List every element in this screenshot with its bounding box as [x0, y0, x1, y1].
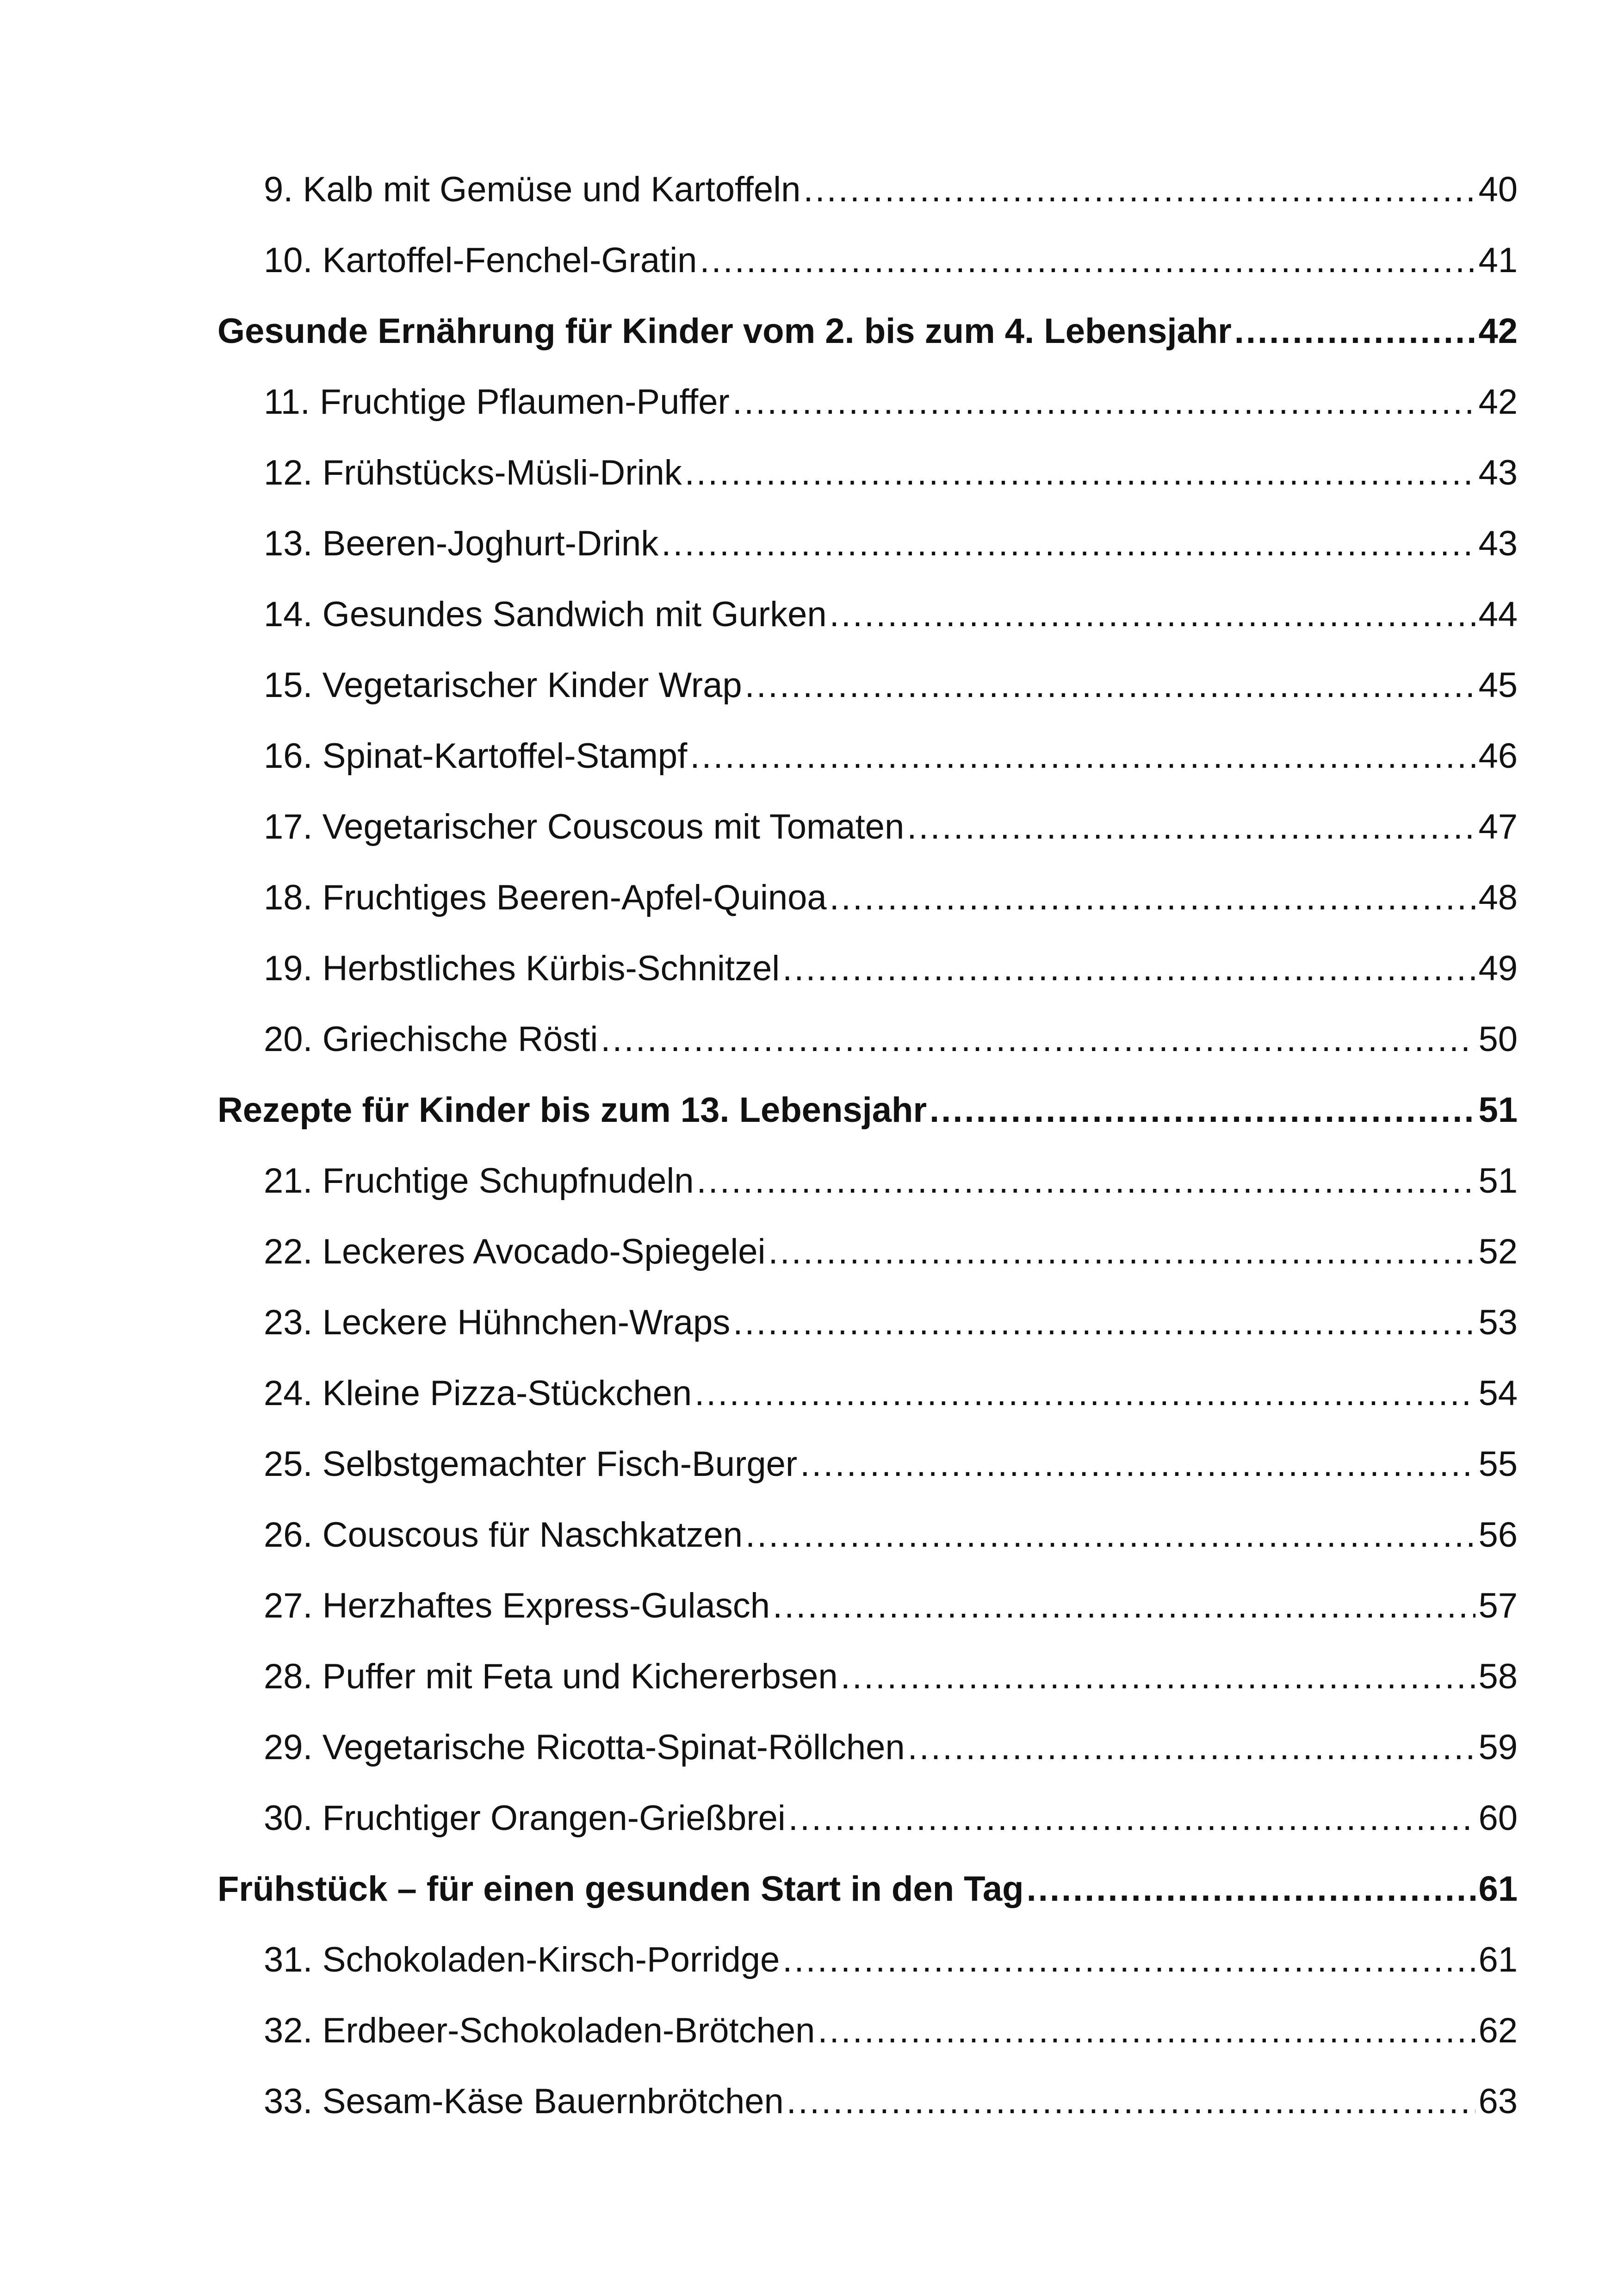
- toc-entry-recipe[interactable]: [264, 2074, 1518, 2129]
- dot-leader: [907, 799, 1475, 855]
- toc-entry-recipe[interactable]: [264, 1295, 1518, 1350]
- toc-entry-recipe[interactable]: [264, 1791, 1518, 1846]
- toc-page-number: 62: [1478, 2011, 1518, 2050]
- toc-entry-section[interactable]: [217, 304, 1518, 359]
- toc-page-number: 43: [1478, 453, 1518, 492]
- dot-leader: [745, 1507, 1475, 1563]
- dot-leader: [800, 1437, 1475, 1492]
- toc-entry-recipe[interactable]: [264, 1224, 1518, 1280]
- toc-page-number: 42: [1478, 311, 1518, 351]
- toc-entry-title: 18. Fruchtiges Beeren-Apfel-Quinoa: [264, 878, 827, 917]
- toc-entry-recipe[interactable]: [264, 728, 1518, 784]
- toc-page-number: 42: [1478, 382, 1518, 422]
- dot-leader: [930, 1083, 1475, 1138]
- toc-entry-recipe[interactable]: [264, 1153, 1518, 1209]
- toc-page-number: 52: [1478, 1232, 1518, 1271]
- dot-leader: [694, 1366, 1475, 1421]
- toc-page-number: 40: [1478, 170, 1518, 209]
- toc-page-number: 61: [1478, 1869, 1518, 1909]
- dot-leader: [830, 587, 1476, 642]
- toc-entry-title: 25. Selbstgemachter Fisch-Burger: [264, 1444, 798, 1484]
- toc-page-number: 57: [1478, 1586, 1518, 1625]
- toc-entry-title: 33. Sesam-Käse Bauernbrötchen: [264, 2082, 784, 2121]
- dot-leader: [1027, 1861, 1476, 1917]
- toc-entry-recipe[interactable]: [264, 1720, 1518, 1775]
- toc-entry-title: 20. Griechische Rösti: [264, 1020, 598, 1059]
- toc-entry-title: 19. Herbstliches Kürbis-Schnitzel: [264, 949, 780, 988]
- toc-entry-recipe[interactable]: [264, 587, 1518, 642]
- toc-page-number: 47: [1478, 807, 1518, 846]
- toc-entry-section[interactable]: [217, 1861, 1518, 1917]
- toc-entry-title: 12. Frühstücks-Müsli-Drink: [264, 453, 682, 492]
- dot-leader: [803, 162, 1475, 218]
- toc-entry-recipe[interactable]: [264, 1578, 1518, 1634]
- toc-entry-recipe[interactable]: [264, 374, 1518, 430]
- toc-page-number: 46: [1478, 736, 1518, 776]
- toc-entry-recipe[interactable]: [264, 516, 1518, 572]
- dot-leader: [782, 941, 1475, 996]
- toc-section-title: Rezepte für Kinder bis zum 13. Lebensjahr: [217, 1090, 927, 1130]
- toc-page-number: 61: [1478, 1940, 1518, 1979]
- toc-section-title: Gesunde Ernährung für Kinder vom 2. bis zum 4. Lebensjahr: [217, 311, 1232, 351]
- toc-entry-title: 32. Erdbeer-Schokoladen-Brötchen: [264, 2011, 815, 2050]
- dot-leader: [1234, 304, 1476, 359]
- toc-entry-recipe[interactable]: [264, 2003, 1518, 2059]
- dot-leader: [830, 870, 1476, 926]
- toc-entry-title: 22. Leckeres Avocado-Spiegelei: [264, 1232, 766, 1271]
- dot-leader: [733, 1295, 1475, 1350]
- toc-entry-title: 31. Schokoladen-Kirsch-Porridge: [264, 1940, 780, 1979]
- toc-entry-recipe[interactable]: [264, 162, 1518, 218]
- toc-entry-recipe[interactable]: [264, 1366, 1518, 1421]
- toc-entry-title: 21. Fruchtige Schupfnudeln: [264, 1161, 694, 1201]
- toc-entry-title: 9. Kalb mit Gemüse und Kartoffeln: [264, 170, 801, 209]
- toc-page-number: 49: [1478, 949, 1518, 988]
- toc-entry-title: 24. Kleine Pizza-Stückchen: [264, 1374, 692, 1413]
- dot-leader: [732, 374, 1476, 430]
- toc-entry-title: 29. Vegetarische Ricotta-Spinat-Röllchen: [264, 1728, 905, 1767]
- toc-entry-recipe[interactable]: [264, 799, 1518, 855]
- dot-leader: [768, 1224, 1475, 1280]
- toc-page-number: 60: [1478, 1798, 1518, 1838]
- toc-entry-section[interactable]: [217, 1083, 1518, 1138]
- toc-page-number: 55: [1478, 1444, 1518, 1484]
- toc-page-number: 44: [1478, 595, 1518, 634]
- toc-page-number: 53: [1478, 1303, 1518, 1342]
- dot-leader: [782, 1932, 1475, 1988]
- toc-page-number: 41: [1478, 241, 1518, 280]
- toc-entry-recipe[interactable]: [264, 445, 1518, 501]
- dot-leader: [601, 1012, 1475, 1067]
- toc-page-number: 63: [1478, 2082, 1518, 2121]
- toc-entry-recipe[interactable]: [264, 1649, 1518, 1705]
- toc-page-number: 51: [1478, 1161, 1518, 1201]
- toc-entry-recipe[interactable]: [264, 233, 1518, 288]
- toc-entry-recipe[interactable]: [264, 1437, 1518, 1492]
- toc-entry-recipe[interactable]: [264, 658, 1518, 713]
- toc-entry-title: 23. Leckere Hühnchen-Wraps: [264, 1303, 731, 1342]
- toc-section-title: Frühstück – für einen gesunden Start in den Tag: [217, 1869, 1024, 1909]
- dot-leader: [788, 1791, 1476, 1846]
- toc-entry-recipe[interactable]: [264, 1507, 1518, 1563]
- toc-entry-recipe[interactable]: [264, 1012, 1518, 1067]
- dot-leader: [841, 1649, 1476, 1705]
- dot-leader: [661, 516, 1475, 572]
- toc-entry-title: 27. Herzhaftes Express-Gulasch: [264, 1586, 770, 1625]
- dot-leader: [908, 1720, 1476, 1775]
- toc-page-number: 48: [1478, 878, 1518, 917]
- dot-leader: [818, 2003, 1475, 2059]
- toc-page-number: 58: [1478, 1657, 1518, 1696]
- toc-entry-title: 15. Vegetarischer Kinder Wrap: [264, 666, 742, 705]
- toc-page-number: 51: [1478, 1090, 1518, 1130]
- toc-page-number: 45: [1478, 666, 1518, 705]
- dot-leader: [773, 1578, 1475, 1634]
- dot-leader: [700, 233, 1475, 288]
- toc-entry-title: 10. Kartoffel-Fenchel-Gratin: [264, 241, 697, 280]
- toc-entry-title: 13. Beeren-Joghurt-Drink: [264, 524, 659, 563]
- dot-leader: [690, 728, 1475, 784]
- toc-page-number: 54: [1478, 1374, 1518, 1413]
- dot-leader: [697, 1153, 1476, 1209]
- dot-leader: [745, 658, 1476, 713]
- toc-page-number: 56: [1478, 1515, 1518, 1555]
- toc-entry-title: 17. Vegetarischer Couscous mit Tomaten: [264, 807, 905, 846]
- toc-entry-title: 30. Fruchtiger Orangen-Grießbrei: [264, 1798, 786, 1838]
- toc-entry-title: 26. Couscous für Naschkatzen: [264, 1515, 743, 1555]
- toc-page-number: 59: [1478, 1728, 1518, 1767]
- toc-entry-title: 16. Spinat-Kartoffel-Stampf: [264, 736, 688, 776]
- toc-entry-title: 28. Puffer mit Feta und Kichererbsen: [264, 1657, 838, 1696]
- toc-entry-recipe[interactable]: [264, 1932, 1518, 1988]
- toc-page-number: 50: [1478, 1020, 1518, 1059]
- dot-leader: [685, 445, 1476, 501]
- dot-leader: [787, 2074, 1476, 2129]
- toc-page-number: 43: [1478, 524, 1518, 563]
- toc-entry-title: 11. Fruchtige Pflaumen-Puffer: [264, 382, 730, 422]
- toc-entry-recipe[interactable]: [264, 870, 1518, 926]
- toc-entry-title: 14. Gesundes Sandwich mit Gurken: [264, 595, 827, 634]
- toc-entry-recipe[interactable]: [264, 941, 1518, 996]
